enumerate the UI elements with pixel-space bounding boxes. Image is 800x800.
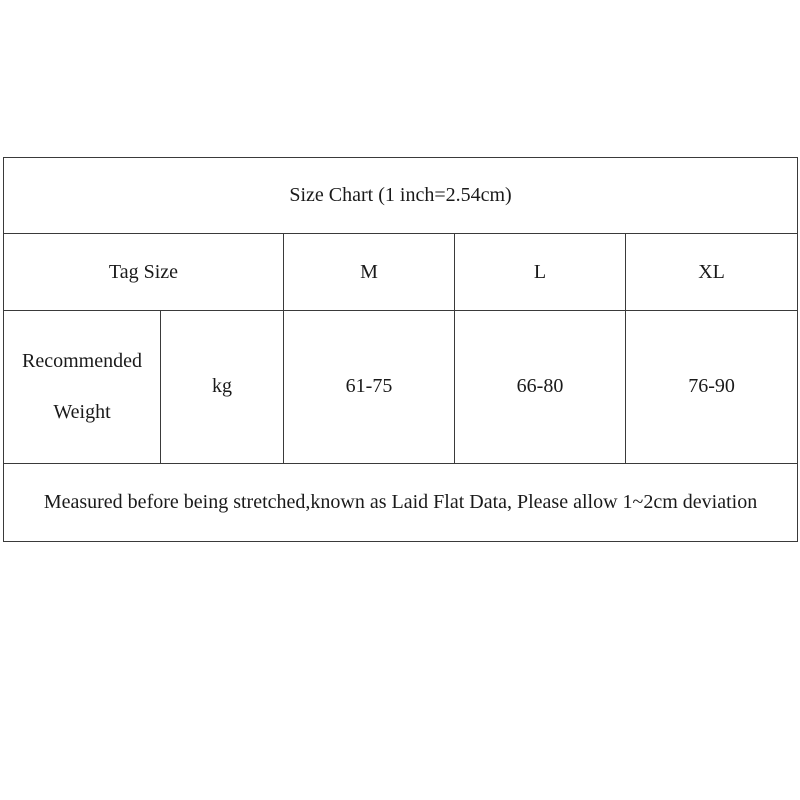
recommended-weight-row: [4, 310, 798, 463]
size-m-header: M: [284, 234, 455, 310]
weight-unit: kg: [161, 310, 284, 463]
title-row: [4, 158, 798, 234]
recommended-weight-label: [4, 310, 161, 463]
tag-size-row: [4, 234, 798, 310]
size-chart-table: [3, 157, 798, 542]
recommended-weight-label-line1: Recommended: [22, 349, 142, 372]
weight-l-value: 66-80: [455, 310, 626, 463]
recommended-weight-label-line2: Weight: [53, 400, 111, 423]
size-l-header: L: [455, 234, 626, 310]
tag-size-label: Tag Size: [4, 234, 284, 310]
size-chart-title: Size Chart (1 inch=2.54cm): [4, 158, 798, 234]
weight-xl-value: 76-90: [626, 310, 798, 463]
measurement-note: Measured before being stretched,known as Laid Flat Data, Please allow 1~2cm deviation: [4, 463, 798, 541]
weight-m-value: 61-75: [284, 310, 455, 463]
size-xl-header: XL: [626, 234, 798, 310]
note-row: [4, 463, 798, 541]
